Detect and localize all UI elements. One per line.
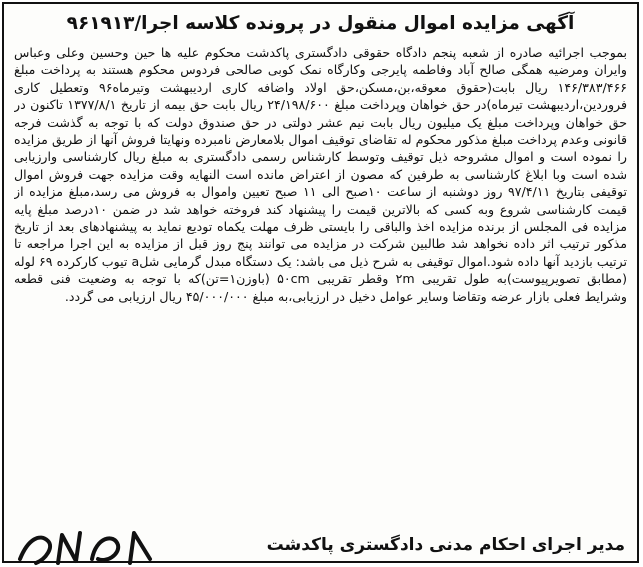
handwritten-code-mark: [10, 519, 160, 567]
notice-body: [14, 44, 627, 514]
signature-line: مدیر اجرای احکام مدنی دادگستری پاکدشت: [266, 535, 625, 555]
notice-title: آگهی مزایده اموال منقول در پرونده کلاسه اجرا/۹۶۱۹۱۳: [66, 13, 575, 34]
notice-frame: [2, 2, 639, 563]
notice-body-paragraph: بموجب اجرائیه صادره از شعبه پنجم دادگاه حقوقی دادگستری پاکدشت محکوم علیه ها حین وحسین وعلی وعباس وایران ومرضیه همگی صالح آباد وفاطمه پایرجی وکارگاه نمک کوبی صالحی فردوس محکوم هستند به پرداخت مبلغ ۱۴۶/۳۸۳/۴۶۶ ریال بابت(حقوق معوقه،بن،مسکن،حق اولاد واضافه کاری اردیبهشت وتیرماه۹۶ وتعطیل کاری فروردین،اردیبهشت تیرماه)در حق خواهان وپرداخت مبلغ ۲۴/۱۹۸/۶۰۰ ریال بابت حق بیمه از تاریخ ۱۳۷۷/۸/۱ تاکنون در حق خواهان وپرداخت مبلغ یک میلیون ریال بابت نیم عشر دولتی در حق صندوق دولت که با توجه به گذشت فرجه قانونی وعدم پرداخت مبلغ مذکور محکوم له تقاضای توقیف اموال بلامعارض نامبرده ونهایتا فروش آنها از طریق مزایده را نموده است و اموال مشروحه ذیل توقیف وتوسط کارشناس رسمی دادگستری به مبلغ ریال کارشناسی وارزیابی شده است وبا ابلاغ کارشناسی به طرفین که مصون از اعتراض مانده است النهایه وقت مزایده جهت فروش اموال توقیفی بتاریخ ۹۷/۴/۱۱ روز دوشنبه از ساعت ۱۰صبح الی ۱۱ صبح تعیین واموال به فروش می رسد،مبلغ مزایده از قیمت کارشناسی شروع وبه کسی که بالاترین قیمت را پیشنهاد کند فروخته خواهد شد در ضمن ۱۰درصد مبلغ پایه مزایده فی المجلس از برنده مزایده اخذ والباقی را بایستی ظرف مهلت یکماه تودیع نماید به پیشنهادهای بعد از تاریخ مذکور ترتیب اثر داده نخواهد شد طالبین شرکت در مزایده می توانند پنج روز قبل از مزایده به این اجرا مراجعه تا ترتیب بازدید آنها داده شود.اموال توقیفی به شرح ذیل می باشد: یک دستگاه مبدل گرمایی شلa تیوب کارکرده ۶۹ لوله (مطابق تصویرپیوست)به طول تقریبی ۲m وقطر تقریبی ۵۰cm (باوزن۱=تن)که با توجه به وضعیت فنی قطعه وشرایط فعلی بازار عرضه وتقاضا وسایر عوامل دخیل در ارزیابی،به مبلغ ۴۵/۰۰۰/۰۰۰ ریال ارزیابی می گردد.: [14, 45, 627, 304]
